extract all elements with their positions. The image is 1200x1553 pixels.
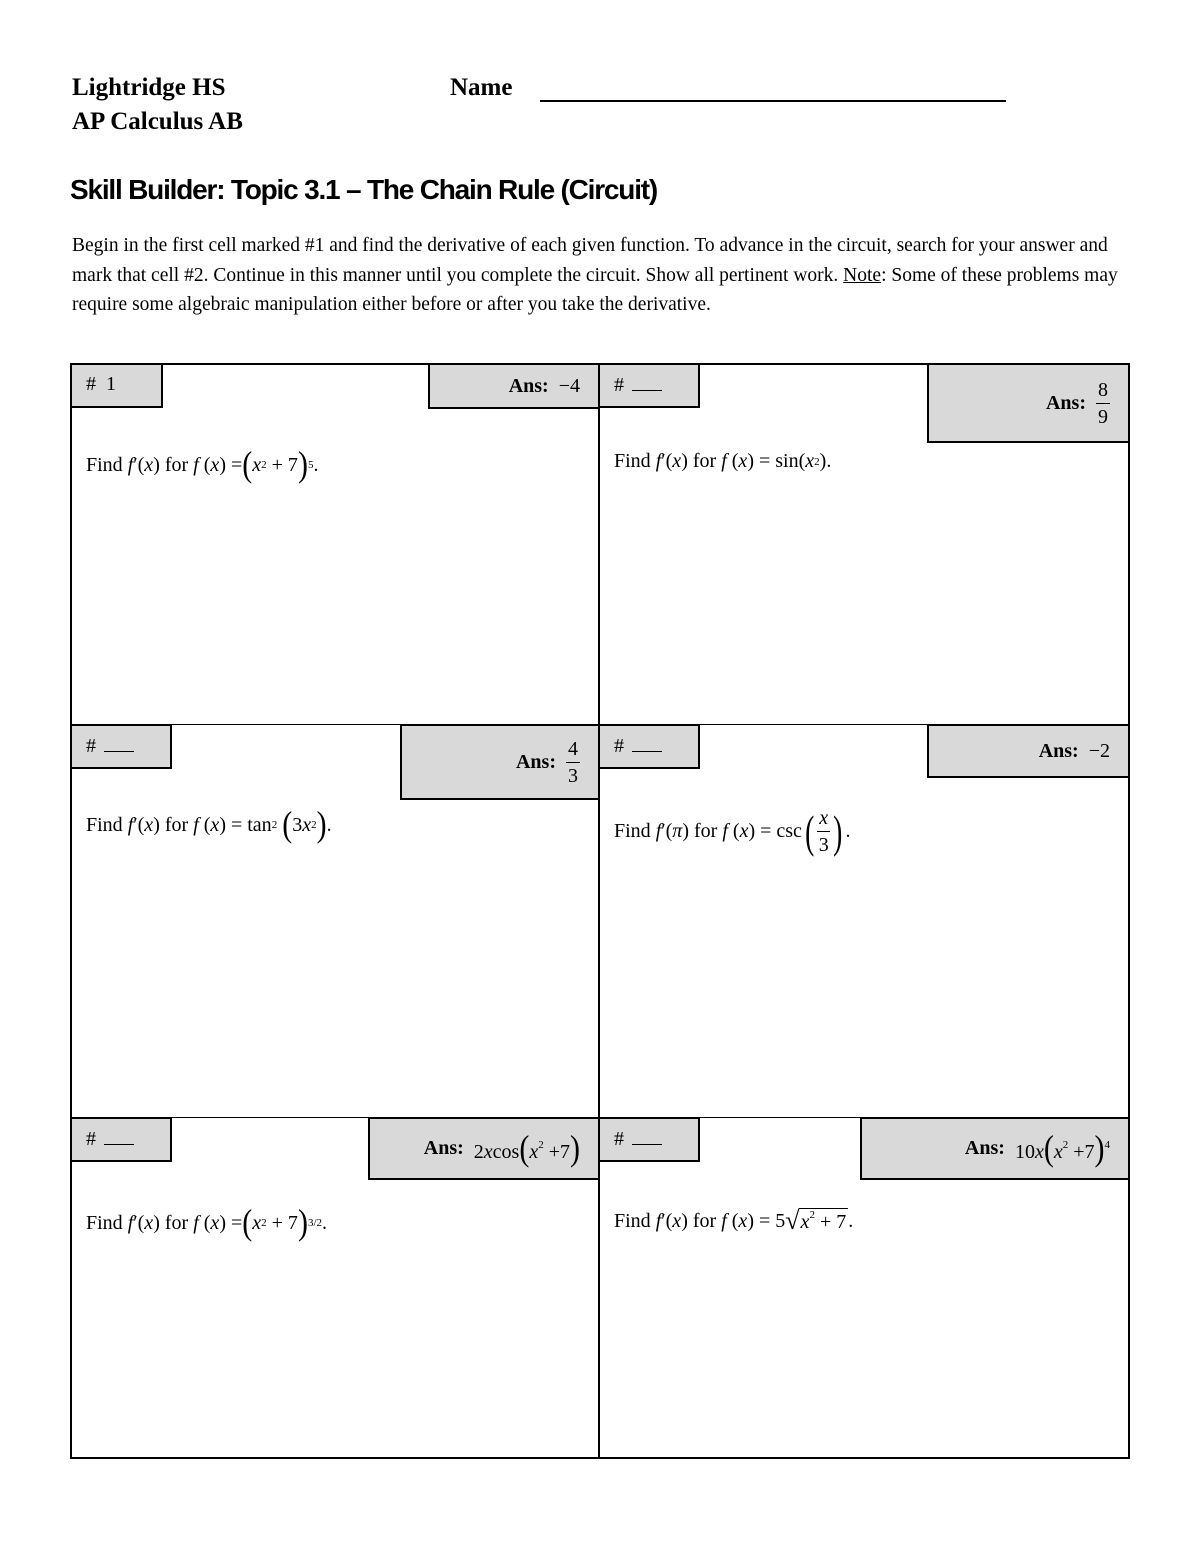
answer-box: Ans: $2xcos(x^2 +7)$ xyxy=(368,1117,600,1180)
cell-number-blank[interactable] xyxy=(632,734,662,752)
answer-box: Ans: $\frac{4}{3}$ xyxy=(400,724,600,800)
cell-number-box[interactable]: # xyxy=(598,1117,700,1162)
instructions-note-text: : Some of these problems may require some algebraic manipulation either before or after you take the derivative. xyxy=(72,264,1118,315)
cell-number-box[interactable]: # xyxy=(598,363,700,408)
cell-number-blank[interactable] xyxy=(632,1127,662,1145)
cell-number: 1 xyxy=(106,373,116,395)
cell-number-box[interactable]: # xyxy=(598,724,700,769)
answer-box: Ans: $10x(x^2 +7)^4$ xyxy=(860,1117,1130,1180)
cell-number-blank[interactable] xyxy=(104,734,134,752)
answer-fraction: $\frac{8}{9}$ xyxy=(1098,378,1108,428)
note-label: Note xyxy=(843,264,882,286)
grid-divider-vertical xyxy=(598,363,600,1459)
problem-text: Find f ′( π ) for f ( x ) = csc ( $\frac{x}{3}$ ) . xyxy=(614,805,851,857)
answer-box: Ans: −2 xyxy=(927,724,1130,778)
problem-text: Find f ′( x ) for f ( x ) = sin( x 2 ). xyxy=(614,450,832,472)
answer-fraction: $\frac{4}{3}$ xyxy=(568,737,578,787)
problem-text: Find f ′( x ) for f ( x ) = ( x 2 + 7 ) 5 . xyxy=(86,444,319,485)
course-name: AP Calculus AB xyxy=(72,108,243,135)
answer-expression: $10x(x^2 +7)^4$ xyxy=(1014,1128,1110,1168)
school-name: Lightridge HS xyxy=(72,74,226,101)
problem-text: Find f ′( x ) for f ( x ) = ( x 2 + 7 ) 3/2 . xyxy=(86,1202,327,1243)
cell-number-box[interactable]: # xyxy=(70,1117,172,1162)
answer-expression: $2xcos(x^2 +7)$ xyxy=(473,1128,580,1168)
problem-text: Find f ′( x ) for f ( x ) = 5 √ $x^2 + 7$ . xyxy=(614,1206,854,1235)
answer-box: Ans: −4 xyxy=(428,363,600,409)
cell-number-blank[interactable] xyxy=(104,1127,134,1145)
answer-value: −4 xyxy=(558,374,580,397)
instructions-text: Begin in the first cell marked #1 and find the derivative of each given function. To advance in the circuit, search for your answer and mark that cell #2. Continue in this manner until you complete the circuit. Show all pertinent work. xyxy=(72,235,1108,286)
cell-number-box[interactable]: # xyxy=(70,724,172,769)
instructions xyxy=(72,231,1132,320)
cell-number-box[interactable]: # 1 xyxy=(70,363,163,408)
problem-text: Find f ′( x ) for f ( x ) = tan 2 ( 3 x 2 ) . xyxy=(86,804,332,845)
name-field[interactable] xyxy=(540,100,1006,102)
circuit-grid xyxy=(70,363,1130,1459)
name-label: Name xyxy=(450,74,513,101)
cell-number-blank[interactable] xyxy=(632,373,662,391)
page-title: Skill Builder: Topic 3.1 – The Chain Rule (Circuit) xyxy=(70,174,658,205)
answer-box: Ans: $\frac{8}{9}$ xyxy=(927,363,1130,443)
answer-value: −2 xyxy=(1088,739,1110,762)
